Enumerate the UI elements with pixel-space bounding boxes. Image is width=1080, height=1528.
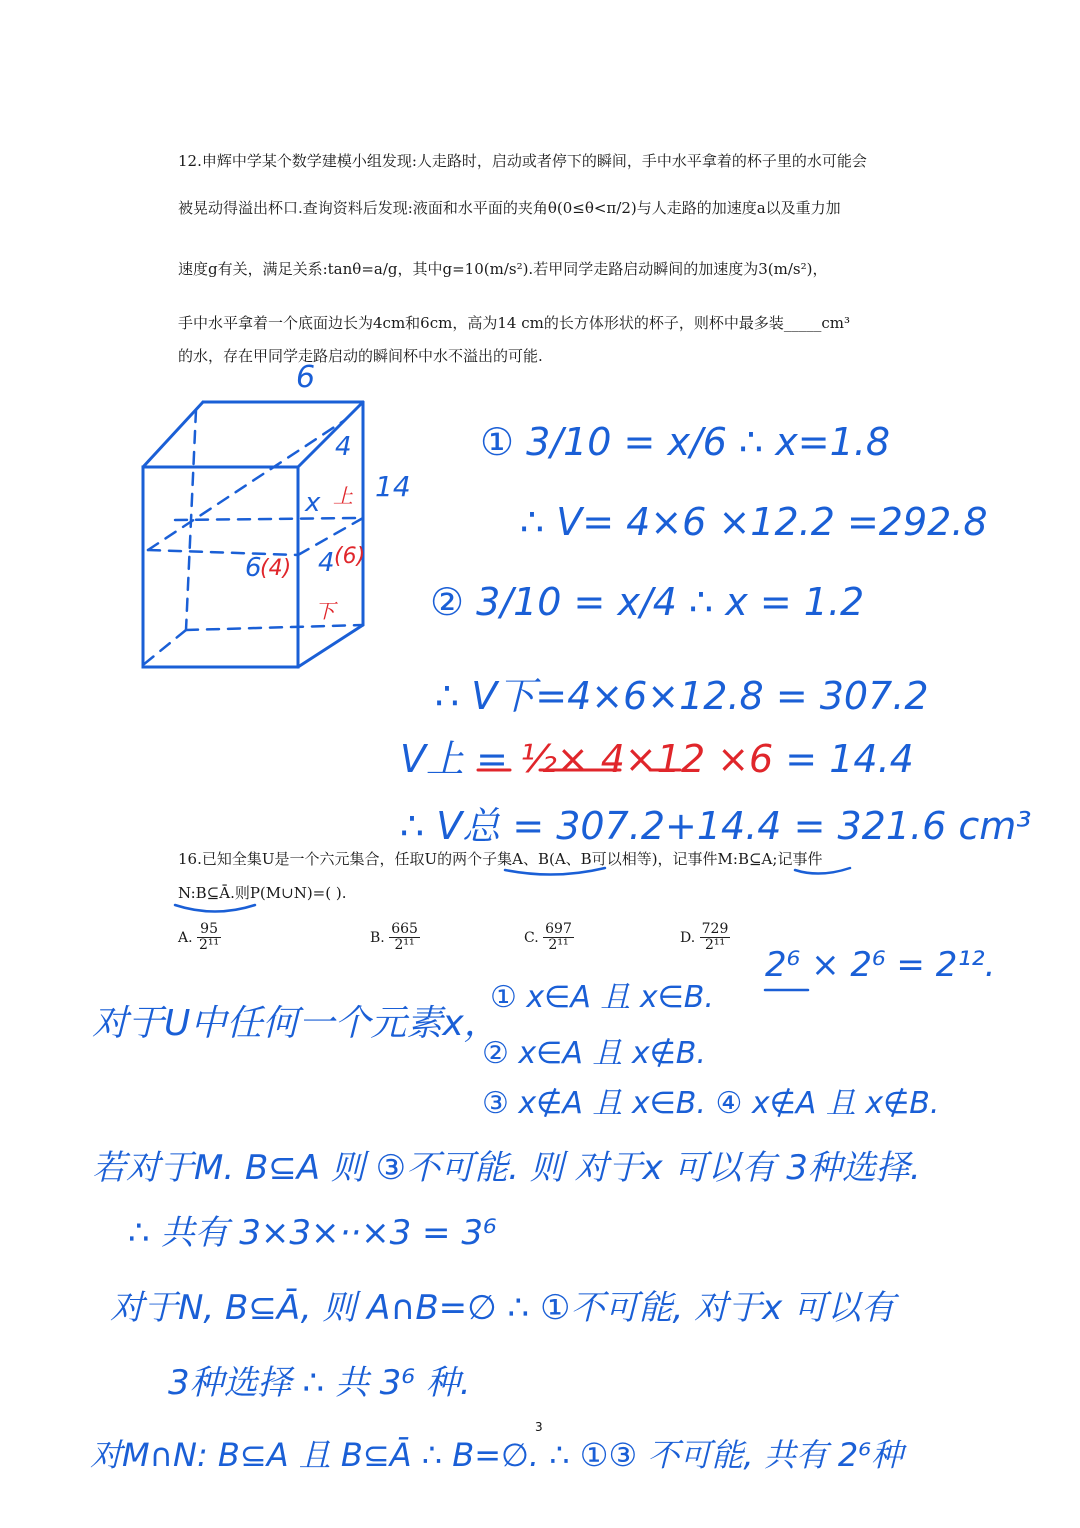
v-upper-expression: ½× 4×12 ×6 bbox=[520, 737, 774, 781]
label-top-6: 6 bbox=[296, 360, 316, 395]
option-label: B. bbox=[370, 929, 385, 946]
label-right-4: 4 bbox=[318, 548, 335, 578]
cuboid-hidden-edge bbox=[186, 625, 363, 630]
label-lower: 下 bbox=[315, 599, 335, 623]
work16-line-4: 对于N, B⊆Ā, 则 A∩B=∅ ∴ ①不可能, 对于x 可以有 bbox=[110, 1288, 896, 1328]
water-surface-line bbox=[148, 420, 345, 550]
option-denominator: 2¹¹ bbox=[704, 937, 726, 954]
work16-top: 2⁶ × 2⁶ = 2¹². bbox=[765, 945, 996, 985]
label-left-red: (4) bbox=[260, 556, 292, 581]
q12-line-1: 12.申辉中学某个数学建模小组发现:人走路时，启动或者停下的瞬间，手中水平拿着的杯子里的水可能会 bbox=[178, 152, 867, 170]
q16-option-a bbox=[178, 922, 221, 954]
option-label: D. bbox=[680, 929, 696, 946]
q12-line-5: 的水，存在甲同学走路启动的瞬间杯中水不溢出的可能. bbox=[178, 347, 543, 365]
option-numerator: 665 bbox=[391, 921, 418, 937]
option-denominator: 2¹¹ bbox=[199, 937, 220, 954]
water-surface-line bbox=[148, 550, 298, 555]
v-upper-label: V上 = bbox=[400, 737, 520, 781]
option-label: C. bbox=[524, 929, 539, 946]
work16-case-3: ③ x∉A 且 x∈B. ④ x∉A 且 x∉B. bbox=[482, 1086, 940, 1121]
label-upper: 上 bbox=[333, 484, 353, 508]
option-label: A. bbox=[178, 929, 193, 946]
work12-line-6: ∴ V总 = 307.2+14.4 = 321.6 cm³ bbox=[400, 804, 1032, 848]
label-height-14: 14 bbox=[375, 470, 411, 503]
q12-line-3: 速度g有关，满足关系:tanθ=a/g，其中g=10(m/s²).若甲同学走路启动瞬间的加速度为3(m/s²)， bbox=[178, 260, 828, 278]
label-side-4: 4 bbox=[335, 432, 352, 462]
work16-line-3: ∴ 共有 3×3×··×3 = 3⁶ bbox=[128, 1213, 497, 1253]
water-surface-line bbox=[175, 518, 360, 520]
option-numerator: 729 bbox=[701, 921, 729, 937]
option-denominator: 2¹¹ bbox=[548, 937, 569, 954]
label-right-red: (6) bbox=[334, 544, 366, 569]
q16-option-d bbox=[680, 922, 730, 954]
work12-line-2: ∴ V= 4×6 ×12.2 =292.8 bbox=[520, 500, 988, 544]
q12-line-4: 手中水平拿着一个底面边长为4cm和6cm，高为14 cm的长方体形状的杯子，则杯中最多装_____cm³ bbox=[178, 314, 850, 332]
option-numerator: 697 bbox=[545, 921, 572, 937]
work16-line-2: 若对于M. B⊆A 则 ③不可能. 则 对于x 可以有 3种选择. bbox=[92, 1148, 921, 1188]
work16-case-1: ① x∈A 且 x∈B. bbox=[490, 980, 714, 1015]
v-upper-result: = 14.4 bbox=[773, 737, 914, 781]
work16-line-5: 3种选择 ∴ 共 3⁶ 种. bbox=[168, 1363, 471, 1403]
work12-line-1: ① 3/10 = x/6 ∴ x=1.8 bbox=[480, 420, 891, 464]
cuboid-hidden-edge bbox=[143, 630, 186, 665]
q16-line-2: N:B⊆Ā.则P(M∪N)=( ). bbox=[178, 884, 347, 902]
label-left-6: 6 bbox=[245, 553, 262, 583]
option-numerator: 95 bbox=[197, 922, 221, 938]
work16-line-1: 对于U中任何一个元素x， bbox=[92, 1003, 500, 1044]
q16-line-1: 16.已知全集U是一个六元集合，任取U的两个子集A、B(A、B可以相等)，记事件M:B⊆A;记事件 bbox=[178, 850, 823, 868]
work16-case-2: ② x∈A 且 x∉B. bbox=[482, 1036, 706, 1071]
cuboid-edge bbox=[298, 625, 363, 667]
work12-line-3: ② 3/10 = x/4 ∴ x = 1.2 bbox=[430, 580, 865, 624]
option-denominator: 2¹¹ bbox=[394, 937, 415, 954]
work16-line-6: 对M∩N: B⊆A 且 B⊆Ā ∴ B=∅. ∴ ①③ 不可能, 共有 2⁶种 bbox=[90, 1436, 904, 1474]
work12-line-5 bbox=[400, 728, 914, 783]
work12-line-4: ∴ V下=4×6×12.8 = 307.2 bbox=[435, 674, 929, 718]
q16-option-c bbox=[524, 922, 574, 954]
q12-line-2: 被晃动得溢出杯口.查询资料后发现:液面和水平面的夹角θ(0≤θ<π/2)与人走路的加速度a以及重力加 bbox=[178, 199, 841, 217]
page-number: 3 bbox=[535, 1420, 543, 1434]
cuboid-edge bbox=[298, 402, 363, 467]
underline-stroke bbox=[175, 905, 255, 912]
label-x: x bbox=[305, 488, 321, 518]
q16-option-b bbox=[370, 922, 420, 954]
